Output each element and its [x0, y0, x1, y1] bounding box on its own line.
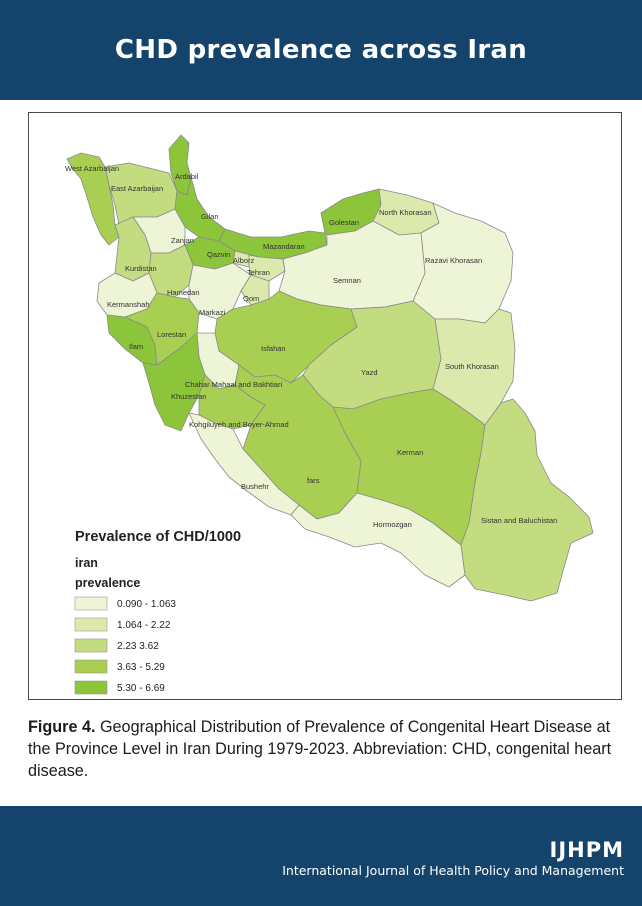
legend-label: 3.63 - 5.29 — [117, 662, 165, 673]
label-khuzestan: Khuzestan — [171, 392, 207, 401]
label-golestan: Golestan — [329, 218, 360, 227]
label-hamedan: Hamedan — [167, 288, 200, 297]
label-zanjan: Zanjan — [171, 236, 194, 245]
legend-swatch — [75, 660, 107, 673]
label-semnan: Semnan — [333, 276, 361, 285]
legend-swatch — [75, 597, 107, 610]
legend-layer: iran — [75, 556, 98, 570]
label-hormozgan: Hormozgan — [373, 520, 412, 529]
label-qom: Qom — [243, 294, 260, 303]
legend-label: 1.064 - 2.22 — [117, 620, 171, 631]
legend-swatch — [75, 639, 107, 652]
label-isfahan: Isfahan — [261, 344, 286, 353]
figure-caption — [28, 716, 626, 782]
label-tehran: Tehran — [247, 268, 270, 277]
label-chaharmahal: Chahar Mahaal and Bakhtiari — [185, 380, 283, 389]
label-qazvin: Qazvin — [207, 250, 231, 259]
label-markazi: Markazi — [199, 308, 226, 317]
caption-label: Figure 4. — [28, 718, 96, 736]
label-kurdistan: Kurdistan — [125, 264, 157, 273]
caption-text: Geographical Distribution of Prevalence of Congenital Heart Disease at the Province Level in Iran During 1979-2023. Abbreviation: CHD, congenital heart disease. — [28, 718, 612, 780]
label-east-azarbaijan: East Azarbaijan — [111, 184, 164, 193]
legend-swatch — [75, 681, 107, 694]
label-west-azarbaijan: West Azarbaijan — [65, 164, 120, 173]
label-kohgiluyeh: Kohgiluyeh and Boyer-Ahmad — [189, 420, 289, 429]
legend-title: Prevalence of CHD/1000 — [75, 529, 242, 545]
map-legend — [75, 529, 241, 694]
label-fars: fars — [307, 476, 320, 485]
label-gilan: Gilan — [201, 212, 219, 221]
label-lorestan: Lorestan — [157, 330, 187, 339]
legend-label: 2.23 3.62 — [117, 641, 159, 652]
page-title: CHD prevalence across Iran — [114, 35, 528, 65]
iran-choropleth-map — [29, 113, 621, 699]
figure-frame — [28, 112, 622, 700]
legend-label: 5.30 - 6.69 — [117, 683, 165, 694]
label-razavi-khorasan: Razavi Khorasan — [425, 256, 483, 265]
label-mazandaran: Mazandaran — [263, 242, 305, 251]
legend-swatch — [75, 618, 107, 631]
label-yazd: Yazd — [361, 368, 378, 377]
page-header — [0, 0, 642, 100]
label-kerman: Kerman — [397, 448, 424, 457]
label-kermanshah: Kermanshah — [107, 300, 150, 309]
journal-name: International Journal of Health Policy and Management — [282, 863, 624, 878]
label-bushehr: Bushehr — [241, 482, 269, 491]
legend-field: prevalence — [75, 576, 141, 590]
legend-label: 0.090 - 1.063 — [117, 599, 176, 610]
label-ardabil: Ardabil — [175, 172, 199, 181]
label-south-khorasan: South Khorasan — [445, 362, 499, 371]
page-footer — [0, 806, 642, 906]
label-north-khorasan: North Khorasan — [379, 208, 432, 217]
journal-brand: IJHPM — [549, 838, 624, 862]
label-ilam: Ilam — [129, 342, 144, 351]
label-alborz: Alborz — [233, 256, 255, 265]
label-sistan-baluchistan: Sistan and Baluchistan — [481, 516, 558, 525]
